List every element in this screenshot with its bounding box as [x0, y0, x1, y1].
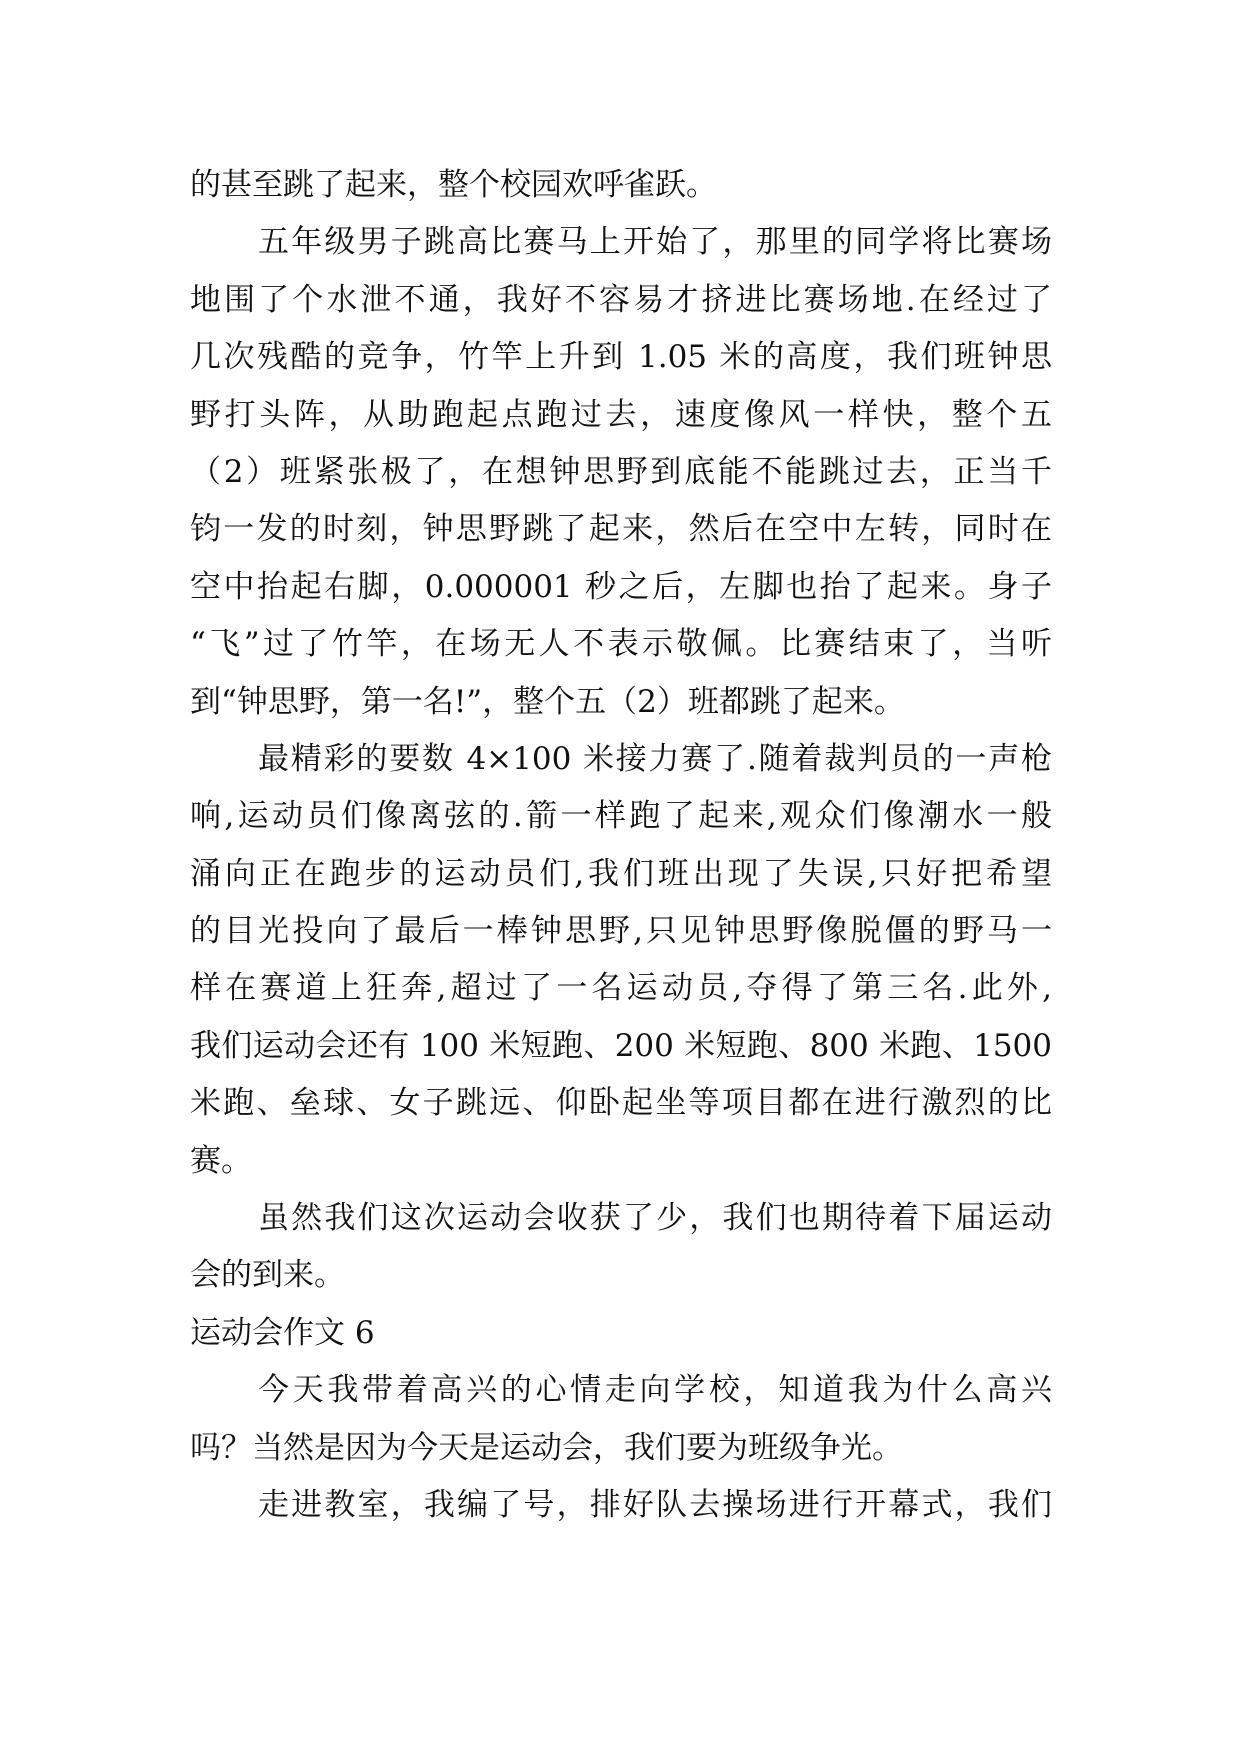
- text-line: 涌向正在跑步的运动员们,我们班出现了失误,只好把希望: [190, 855, 1052, 892]
- text-line: 样在赛道上狂奔,超过了一名运动员,夺得了第三名.此外,: [190, 970, 1052, 1007]
- paragraph-first-line: 今天我带着高兴的心情走向学校，知道我为什么高兴: [258, 1372, 1052, 1409]
- essay-body: [190, 157, 1052, 1534]
- text-line: （2）班紧张极了，在想钟思野到底能不能跳过去，正当千: [190, 453, 1052, 490]
- text-line: 空中抬起右脚，0.000001 秒之后，左脚也抬了起来。身子: [190, 568, 1052, 605]
- text-line: 野打头阵，从助跑起点跑过去，速度像风一样快，整个五: [190, 396, 1052, 433]
- text-line: 我们运动会还有 100 米短跑、200 米短跑、800 米跑、1500: [190, 1027, 1052, 1064]
- text-line: 地围了个水泄不通，我好不容易才挤进比赛场地.在经过了: [190, 281, 1052, 318]
- text-line: 到“钟思野，第一名!”，整个五（2）班都跳了起来。: [190, 683, 905, 720]
- text-line: 米跑、垒球、女子跳远、仰卧起坐等项目都在进行激烈的比: [190, 1085, 1052, 1122]
- text-line: 的目光投向了最后一棒钟思野,只见钟思野像脱僵的野马一: [190, 913, 1052, 950]
- text-line: 几次残酷的竞争，竹竿上升到 1.05 米的高度，我们班钟思: [190, 339, 1052, 376]
- text-line: 钧一发的时刻，钟思野跳了起来，然后在空中左转，同时在: [190, 511, 1052, 548]
- text-line: 吗？当然是因为今天是运动会，我们要为班级争光。: [190, 1429, 903, 1466]
- paragraph-first-line: 虽然我们这次运动会收获了少，我们也期待着下届运动: [258, 1200, 1052, 1237]
- text-line: 的甚至跳了起来，整个校园欢呼雀跃。: [190, 167, 717, 203]
- paragraph-first-line: 走进教室，我编了号，排好队去操场进行开幕式，我们: [258, 1486, 1052, 1523]
- section-heading: 运动会作文 6: [190, 1314, 375, 1351]
- paragraph-first-line: 五年级男子跳高比赛马上开始了，那里的同学将比赛场: [258, 224, 1052, 261]
- text-line: 赛。: [190, 1142, 252, 1179]
- paragraph-first-line: 最精彩的要数 4×100 米接力赛了.随着裁判员的一声枪: [258, 740, 1052, 777]
- text-line: 会的到来。: [190, 1257, 345, 1294]
- text-line: “飞”过了竹竿，在场无人不表示敬佩。比赛结束了，当听: [190, 626, 1052, 663]
- text-line: 响,运动员们像离弦的.箭一样跑了起来,观众们像潮水一般: [190, 798, 1052, 835]
